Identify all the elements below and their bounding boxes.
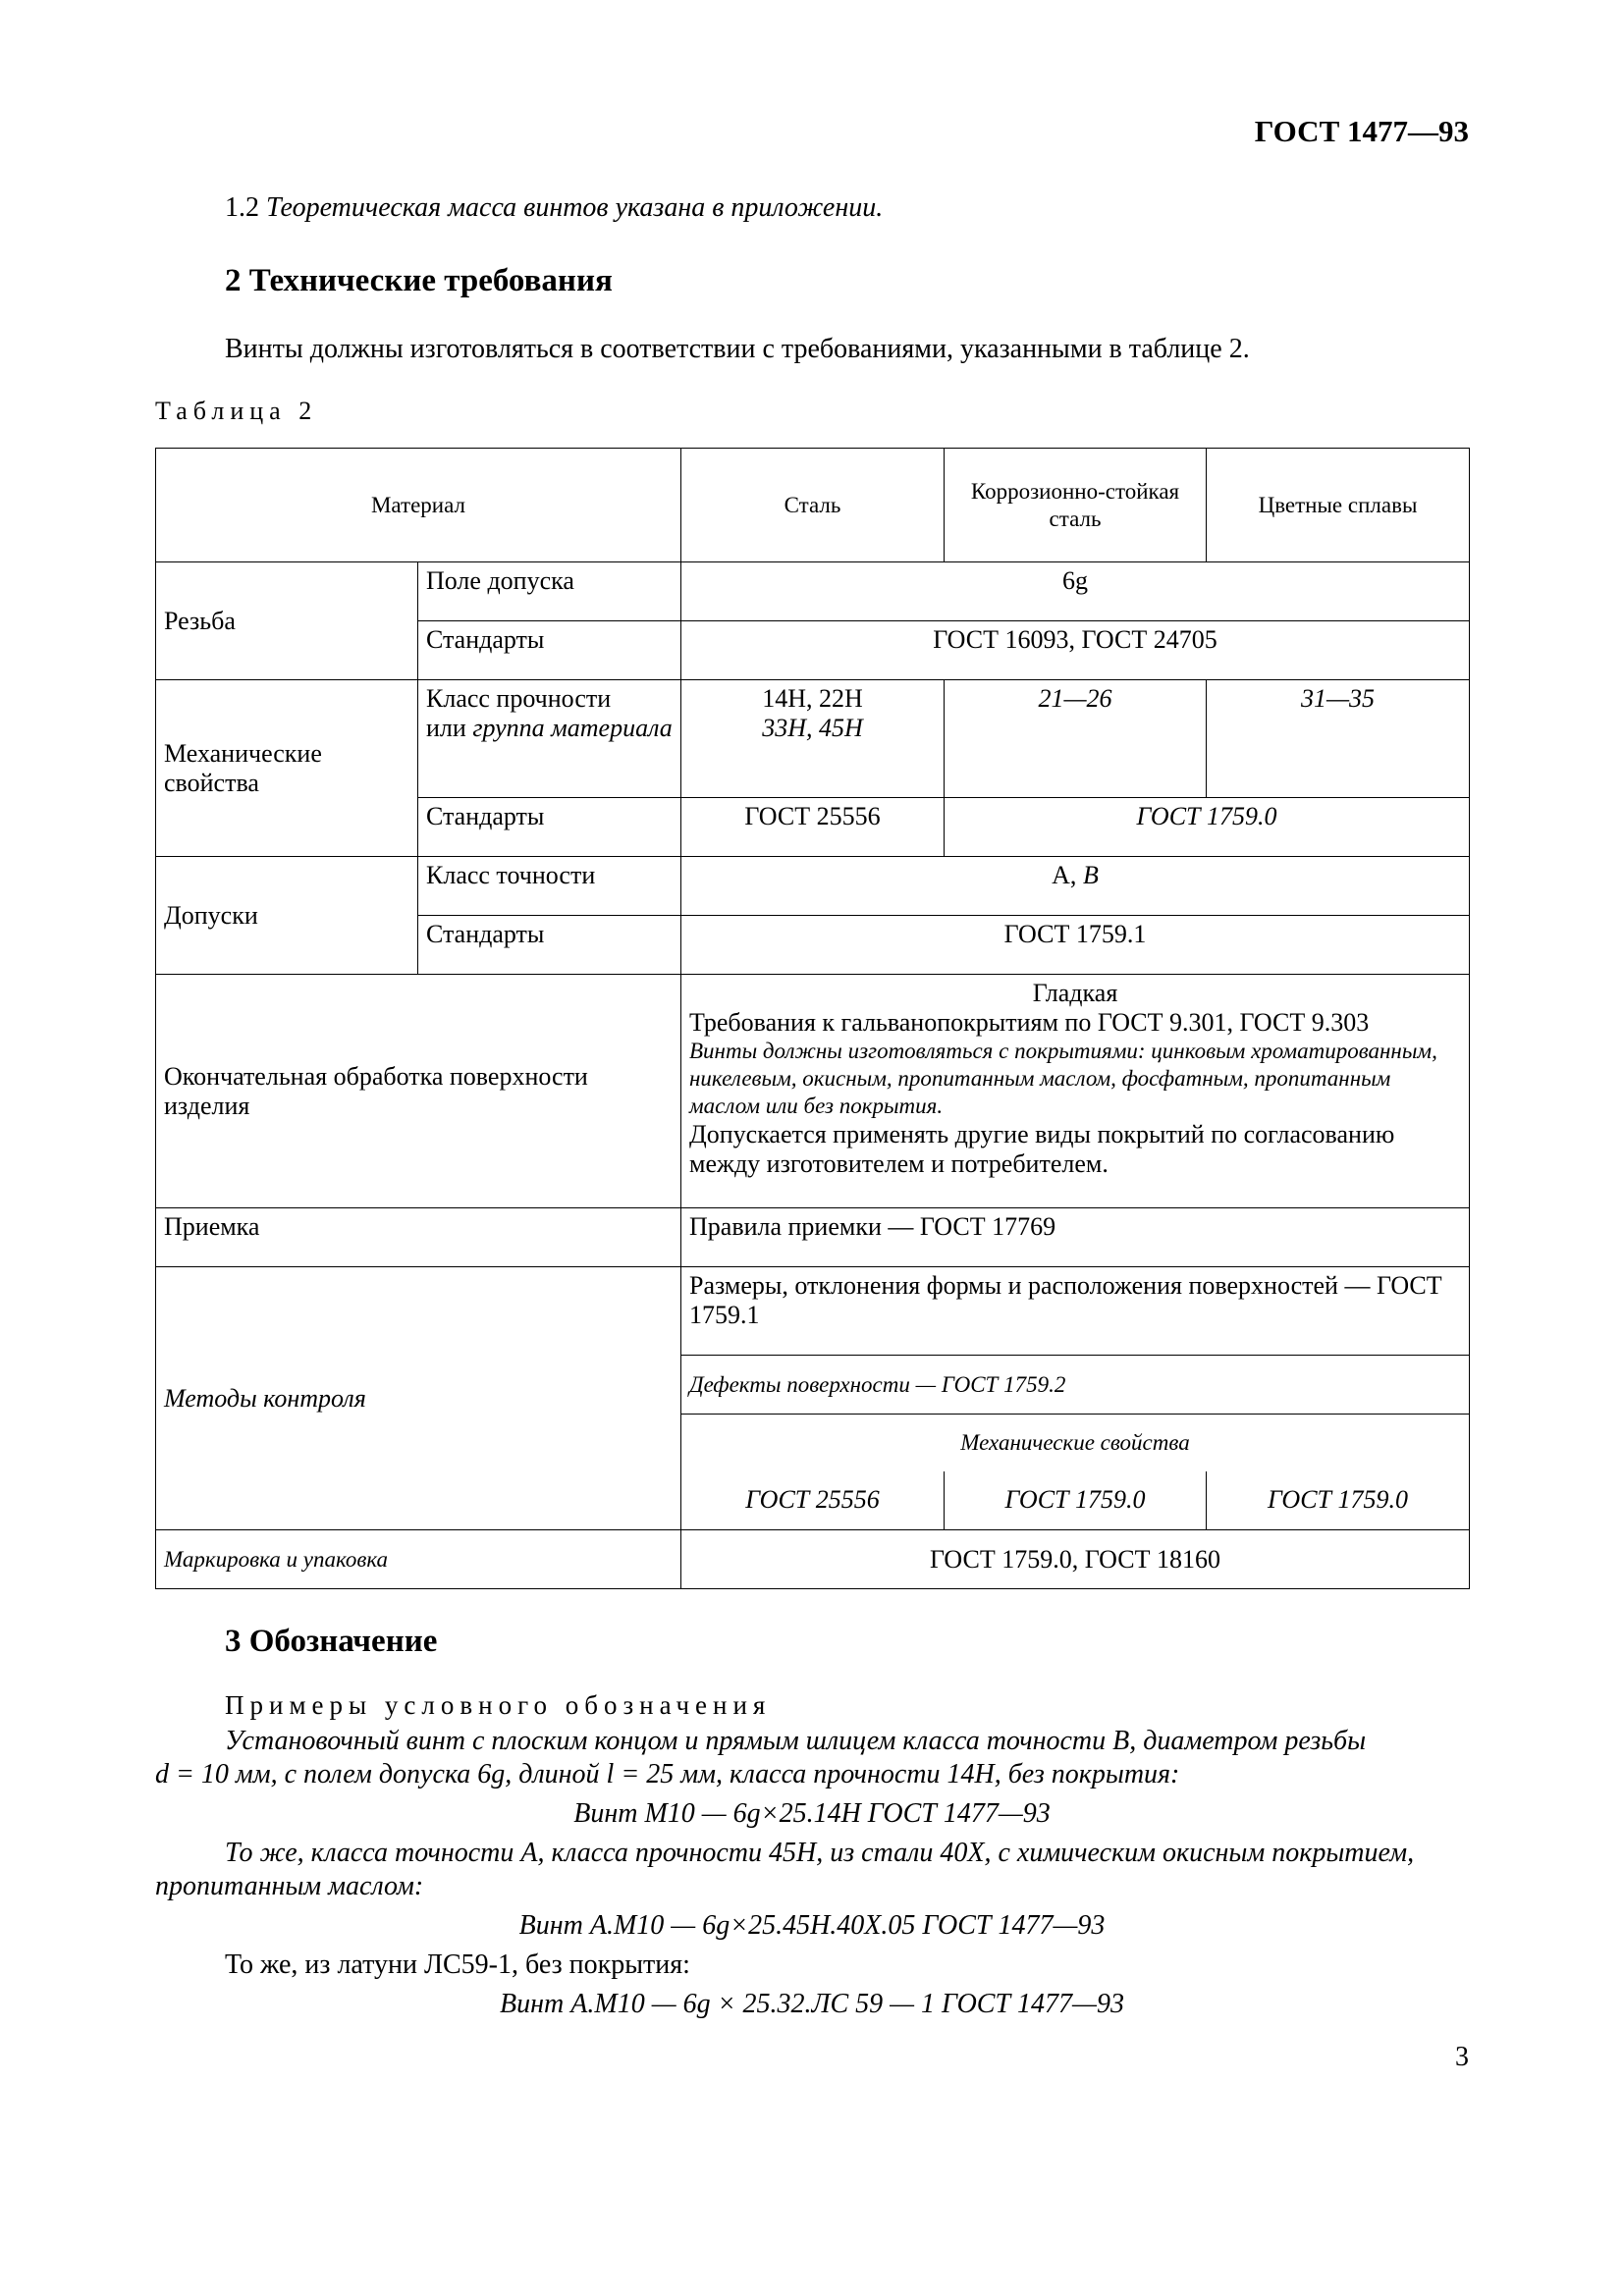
clause-text: Теоретическая масса винтов указана в приложении. bbox=[266, 192, 884, 223]
row-label-finish: Окончательная обработка поверхности изделия bbox=[156, 975, 681, 1208]
table-row bbox=[156, 680, 1470, 798]
example-2-code: Винт А.М10 — 6g×25.45H.40X.05 ГОСТ 1477—93 bbox=[518, 1910, 1106, 1941]
control-mech-title: Механические свойства bbox=[681, 1415, 1470, 1471]
tolerance-standards-label: Стандарты bbox=[418, 916, 681, 975]
table-header-row bbox=[156, 449, 1470, 562]
example-2-text-1: То же, класса точности А, класса прочности 45H, из стали 40Х, с химическим окисным покрытием, bbox=[225, 1838, 1415, 1868]
thread-tolerance-label: Поле допуска bbox=[418, 562, 681, 621]
marking-value: ГОСТ 1759.0, ГОСТ 18160 bbox=[681, 1530, 1470, 1589]
control-mech-stainless: ГОСТ 1759.0 bbox=[945, 1471, 1207, 1530]
clause-number: 1.2 bbox=[225, 192, 259, 223]
header-stainless: Коррозионно-стойкая сталь bbox=[945, 449, 1207, 562]
control-mech-nonferrous: ГОСТ 1759.0 bbox=[1207, 1471, 1470, 1530]
mech-standards-label: Стандарты bbox=[418, 798, 681, 857]
example-1-text-1: Установочный винт с плоским концом и прямым шлицем класса точности В, диаметром резьбы bbox=[225, 1726, 1367, 1756]
finish-value bbox=[681, 975, 1470, 1208]
thread-standards-label: Стандарты bbox=[418, 621, 681, 680]
acceptance-value: Правила приемки — ГОСТ 17769 bbox=[681, 1208, 1470, 1267]
table-row bbox=[156, 975, 1470, 1208]
example-3-text: То же, из латуни ЛС59-1, без покрытия: bbox=[225, 1949, 690, 1980]
mech-standards-other: ГОСТ 1759.0 bbox=[945, 798, 1470, 857]
mech-class-label bbox=[418, 680, 681, 798]
header-material: Материал bbox=[156, 449, 681, 562]
tolerance-standards-value: ГОСТ 1759.1 bbox=[681, 916, 1470, 975]
thread-tolerance-value: 6g bbox=[681, 562, 1470, 621]
examples-title: Примеры условного обозначения bbox=[225, 1690, 772, 1720]
thread-standards-value: ГОСТ 16093, ГОСТ 24705 bbox=[681, 621, 1470, 680]
requirements-table bbox=[155, 448, 1470, 1589]
row-label-thread: Резьба bbox=[156, 562, 418, 680]
example-2-text-2: пропитанным маслом: bbox=[155, 1871, 424, 1901]
section-2-intro: Винты должны изготовляться в соответствии с требованиями, указанными в таблице 2. bbox=[225, 334, 1250, 364]
tolerance-class-b: В bbox=[1082, 861, 1099, 889]
finish-line-4: Допускается применять другие виды покрытий по согласованию между изготовителем и потребителем. bbox=[689, 1120, 1395, 1178]
mech-class-nonferrous: 31—35 bbox=[1207, 680, 1470, 798]
page-number: 3 bbox=[1455, 2042, 1469, 2072]
header-nonferrous: Цветные сплавы bbox=[1207, 449, 1470, 562]
row-label-mechanical: Механические свойства bbox=[156, 680, 418, 857]
finish-line-1: Гладкая bbox=[1032, 979, 1118, 1007]
table-row bbox=[156, 1530, 1470, 1589]
finish-line-3: Винты должны изготовляться с покрытиями: цинковым хроматированным, никелевым, окисным, пропитанным маслом, фосфатным, пропитанным маслом или без покрытия. bbox=[689, 1039, 1437, 1118]
mech-class-steel-2: 33H, 45H bbox=[762, 714, 863, 742]
example-3-code: Винт А.М10 — 6g × 25.32.ЛС 59 — 1 ГОСТ 1477—93 bbox=[500, 1989, 1124, 2019]
table-row bbox=[156, 857, 1470, 916]
control-defects: Дефекты поверхности — ГОСТ 1759.2 bbox=[681, 1356, 1470, 1415]
document-id-header: ГОСТ 1477—93 bbox=[1254, 114, 1469, 148]
example-1-code: Винт М10 — 6g×25.14H ГОСТ 1477—93 bbox=[573, 1798, 1051, 1829]
header-steel: Сталь bbox=[681, 449, 945, 562]
tolerance-class-value bbox=[681, 857, 1470, 916]
control-dimensions: Размеры, отклонения формы и расположения поверхностей — ГОСТ 1759.1 bbox=[681, 1267, 1470, 1356]
mech-class-label-1: Класс прочности bbox=[426, 684, 612, 713]
tolerance-class-a: А, bbox=[1052, 861, 1077, 889]
mech-class-label-3: группа материала bbox=[472, 714, 673, 742]
row-label-control: Методы контроля bbox=[156, 1267, 681, 1530]
row-label-acceptance: Приемка bbox=[156, 1208, 681, 1267]
row-label-marking: Маркировка и упаковка bbox=[156, 1530, 681, 1589]
table-row bbox=[156, 562, 1470, 621]
tolerance-class-label: Класс точности bbox=[418, 857, 681, 916]
mech-class-steel bbox=[681, 680, 945, 798]
clause-1-2 bbox=[225, 192, 883, 224]
mech-standards-steel: ГОСТ 25556 bbox=[681, 798, 945, 857]
mech-class-label-2: или bbox=[426, 714, 466, 742]
mech-class-stainless: 21—26 bbox=[945, 680, 1207, 798]
finish-line-2: Требования к гальванопокрытиям по ГОСТ 9.301, ГОСТ 9.303 bbox=[689, 1008, 1370, 1037]
table-row bbox=[156, 1208, 1470, 1267]
section-2-heading: 2 Технические требования bbox=[225, 263, 613, 298]
mech-class-steel-1: 14H, 22H bbox=[762, 684, 863, 713]
row-label-tolerances: Допуски bbox=[156, 857, 418, 975]
table-row bbox=[156, 1267, 1470, 1356]
example-1-text-2: d = 10 мм, с полем допуска 6g, длиной l = 25 мм, класса прочности 14H, без покрытия: bbox=[155, 1759, 1180, 1789]
control-mech-steel: ГОСТ 25556 bbox=[681, 1471, 945, 1530]
table-caption: Таблица 2 bbox=[155, 397, 318, 425]
section-3-heading: 3 Обозначение bbox=[225, 1624, 438, 1659]
